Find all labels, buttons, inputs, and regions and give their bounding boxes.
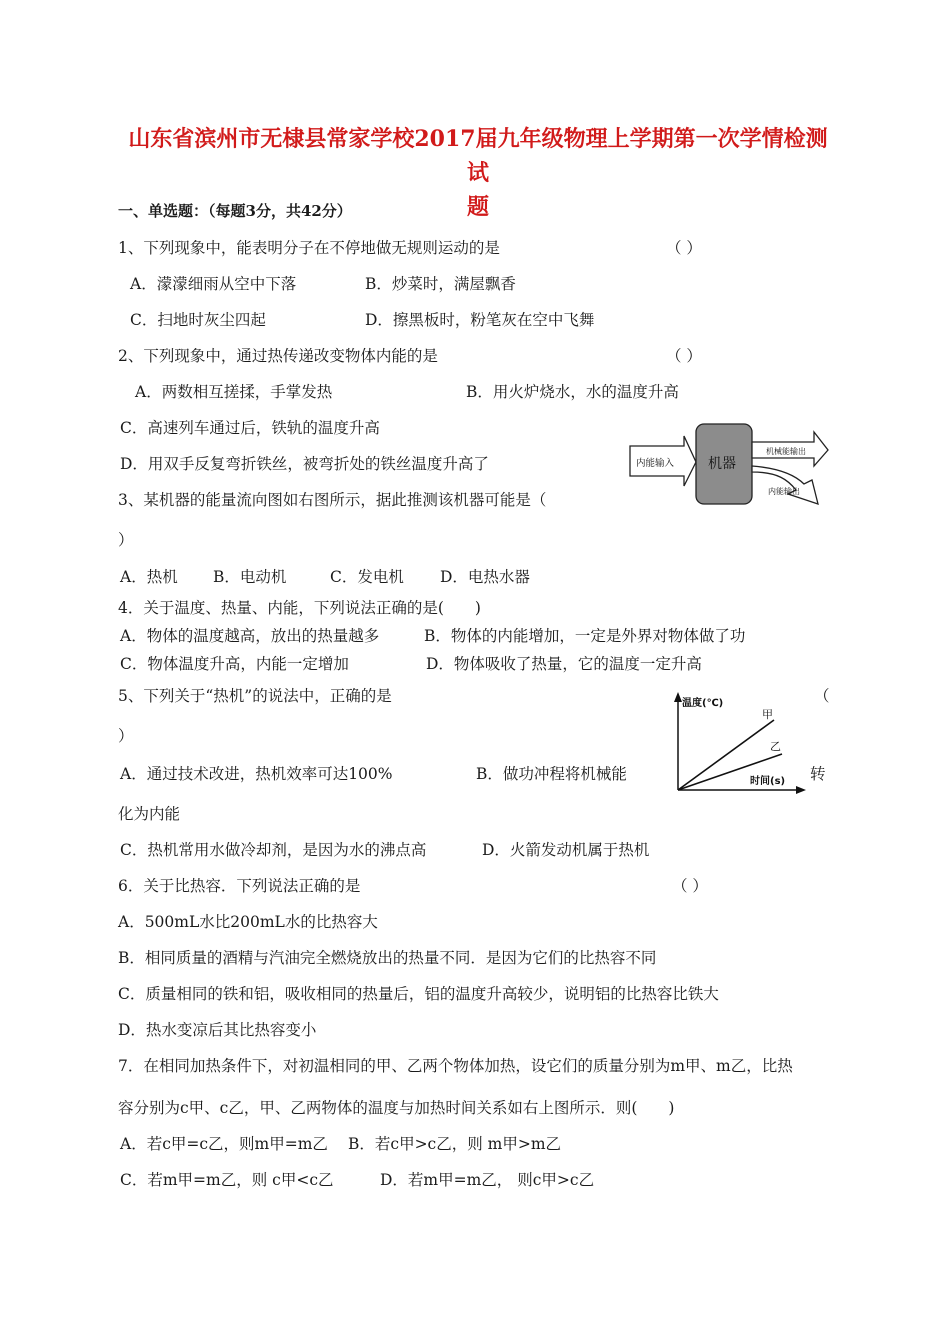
q6-option-a: A．500mL水比200mL水的比热容大 [118, 913, 378, 931]
q6-option-d: D．热水变凉后其比热容变小 [118, 1021, 317, 1039]
q6-option-c: C．质量相同的铁和铝，吸收相同的热量后，铝的温度升高较少，说明铝的比热容比铁大 [118, 985, 719, 1003]
line-jia-label: 甲 [762, 708, 773, 721]
q3-stem: 3、某机器的能量流向图如右图所示，据此推测该机器可能是（ [118, 491, 547, 509]
q3-option-d: D．电热水器 [440, 568, 530, 586]
q5-option-b-continued: 化为内能 [118, 805, 181, 823]
q3-option-b: B．电动机 [213, 568, 287, 586]
input-label: 内能输入 [636, 458, 675, 469]
q5-option-a: A．通过技术改进，热机效率可达100% [120, 765, 393, 783]
q5-paren-open: （ [814, 687, 830, 705]
section-heading: 一、单选题：（每题3分，共42分） [118, 202, 352, 220]
y-axis-arrow [674, 692, 682, 702]
q2-option-b: B．用火炉烧水，水的温度升高 [466, 383, 679, 401]
q4-option-c: C．物体温度升高，内能一定增加 [120, 655, 349, 673]
q5-option-b-tail: 转 [810, 765, 826, 783]
q6-stem: 6．关于比热容．下列说法正确的是 [118, 877, 361, 895]
line-yi-label: 乙 [770, 740, 781, 753]
q1-option-d: D．擦黑板时，粉笔灰在空中飞舞 [365, 311, 595, 329]
q4-option-d: D．物体吸收了热量，它的温度一定升高 [426, 655, 702, 673]
q7-option-c: C．若m甲=m乙，则 c甲<c乙 [120, 1171, 334, 1189]
q5-option-d: D．火箭发动机属于热机 [482, 841, 650, 859]
q1-stem: 1、下列现象中，能表明分子在不停地做无规则运动的是 [118, 239, 500, 257]
temperature-time-graph [670, 688, 810, 796]
q4-stem: 4．关于温度、热量、内能，下列说法正确的是( ) [118, 599, 481, 617]
q4-option-a: A．物体的温度越高，放出的热量越多 [120, 627, 380, 645]
q5-stem: 5、下列关于“热机”的说法中，正确的是 [118, 687, 392, 705]
q6-option-b: B．相同质量的酒精与汽油完全燃烧放出的热量不同．是因为它们的比热容不同 [118, 949, 657, 967]
q3-option-c: C．发电机 [330, 568, 404, 586]
output2-label: 内能输出 [768, 487, 800, 496]
q1-option-b: B．炒菜时，满屋飘香 [365, 275, 516, 293]
q4-option-b: B．物体的内能增加，一定是外界对物体做了功 [424, 627, 746, 645]
q2-stem: 2、下列现象中，通过热传递改变物体内能的是 [118, 347, 438, 365]
q1-option-a: A．濛濛细雨从空中下落 [130, 275, 297, 293]
title-line-1: 山东省滨州市无棣县常家学校2017届九年级物理上学期第一次学情检测试 [128, 126, 828, 186]
q7-option-a: A．若c甲=c乙，则m甲=m乙 [120, 1135, 328, 1153]
q2-option-c: C．高速列车通过后，铁轨的温度升高 [120, 419, 380, 437]
q2-option-a: A．两数相互搓揉，手掌发热 [135, 383, 333, 401]
x-axis-label: 时间(s) [750, 776, 786, 787]
q7-option-b: B．若c甲>c乙，则 m甲>m乙 [348, 1135, 562, 1153]
energy-flow-diagram [628, 420, 832, 512]
q7-stem-line-1: 7．在相同加热条件下，对初温相同的甲、乙两个物体加热，设它们的质量分别为m甲、m乙，比热 [118, 1057, 793, 1075]
q5-paren-close: ） [118, 727, 134, 745]
q2-answer-paren: （ ） [666, 347, 702, 365]
q5-option-b: B．做功冲程将机械能 [476, 765, 627, 783]
machine-label: 机器 [708, 456, 736, 472]
q1-option-c: C．扫地时灰尘四起 [130, 311, 266, 329]
q2-option-d: D．用双手反复弯折铁丝，被弯折处的铁丝温度升高了 [120, 455, 489, 473]
thermal-output-arrow [752, 466, 818, 504]
q3-stem-close: ） [118, 531, 134, 549]
q1-answer-paren: （ ） [666, 239, 702, 257]
q3-option-a: A．热机 [120, 568, 178, 586]
y-axis-label: 温度(℃) [682, 698, 724, 709]
x-axis-arrow [796, 786, 806, 794]
q6-answer-paren: （ ） [672, 877, 708, 895]
output1-label: 机械能输出 [766, 447, 806, 456]
q7-stem-line-2: 容分别为c甲、c乙，甲、乙两物体的温度与加热时间关系如右上图所示．则( ) [118, 1099, 675, 1117]
title-line-2: 题 [466, 194, 489, 220]
q5-option-c: C．热机常用水做冷却剂，是因为水的沸点高 [120, 841, 427, 859]
q7-option-d: D．若m甲=m乙， 则c甲>c乙 [380, 1171, 595, 1189]
